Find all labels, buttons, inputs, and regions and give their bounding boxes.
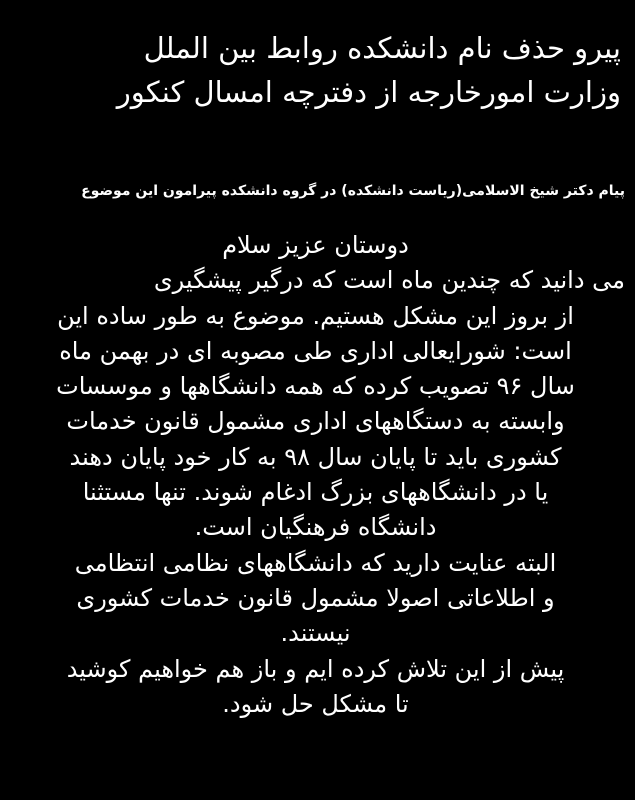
message-line: تا مشکل حل شود. (222, 689, 409, 718)
message-line: سال ۹۶ تصویب کرده که همه دانشگاهها و موسسات (56, 372, 575, 401)
message-line: است: شورایعالی اداری طی مصوبه ای در بهمن ماه (59, 336, 572, 365)
headline-line: وزارت امورخارجه از دفترچه امسال کنکور (116, 75, 621, 109)
message-line: می دانید که چندین ماه است که درگیر پیشگیری (153, 266, 625, 295)
message-line: از بروز این مشکل هستیم. موضوع به طور ساده این (57, 301, 574, 330)
message-line: البته عنایت دارید که دانشگاههای نظامی انتظامی (74, 548, 557, 577)
headline (8, 26, 621, 114)
message-line: یا در دانشگاههای بزرگ ادغام شوند. تنها مستثنا (82, 478, 549, 507)
subtitle: پیام دکتر شیخ الاسلامی(ریاست دانشکده) در گروه دانشکده پیرامون این موضوع (81, 183, 625, 199)
message-line: کشوری باید تا پایان سال ۹۸ به کار خود پایان دهند (69, 442, 562, 471)
message-line: دانشگاه فرهنگیان است. (194, 513, 437, 542)
message-line: نیستند. (280, 619, 351, 648)
headline-line: پیرو حذف نام دانشکده روابط بین الملل (143, 31, 621, 65)
message-line: وابسته به دستگاههای اداری مشمول قانون خدمات (66, 407, 565, 436)
message-line: پیش از این تلاش کرده ایم و باز هم خواهیم کوشید (66, 654, 565, 683)
message-line: دوستان عزیز سلام (222, 231, 409, 259)
message-line: و اطلاعاتی اصولا مشمول قانون خدمات کشوری (76, 583, 555, 612)
message-body (6, 228, 625, 722)
